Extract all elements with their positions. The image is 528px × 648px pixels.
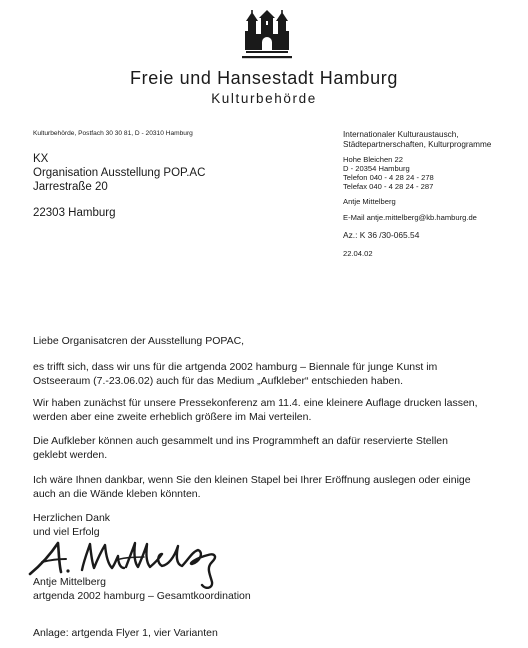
hamburg-crest-icon [242,10,292,62]
paragraph-1-line-2: Ostseeraum (7.-23.06.02) auch für das Medium „Aufkleber“ entschieden haben. [33,375,404,387]
sidebar-phone: Telefon 040 - 4 28 24 - 278 [343,173,434,182]
sidebar-city: D - 20354 Hamburg [343,164,410,173]
paragraph-3-line-1: Die Aufkleber können auch gesammelt und ins Programmheft an dafür reservierte Stellen [33,435,448,447]
salutation: Liebe Organisatcren der Ausstellung POPAC, [33,335,245,347]
recipient-line-2: Organisation Ausstellung POP.AC [33,167,206,179]
department-line-1: Internationaler Kulturaustausch, [343,130,459,139]
signer-name: Antje Mittelberg [33,576,106,588]
paragraph-4-line-1: Ich wäre Ihnen dankbar, wenn Sie den kleinen Stapel bei Ihrer Eröffnung auslegen oder einige [33,474,471,486]
sidebar-date: 22.04.02 [343,249,373,258]
letterhead-subtitle: Kulturbehörde [211,91,317,106]
sidebar-contact: Antje Mittelberg [343,197,396,206]
paragraph-2-line-1: Wir haben zunächst für unsere Pressekonferenz am 11.4. eine kleinere Auflage drucken lassen, [33,397,478,409]
sidebar-fax: Telefax 040 - 4 28 24 - 287 [343,182,434,191]
letterhead-title: Freie und Hansestadt Hamburg [130,68,398,88]
paragraph-1-line-1: es trifft sich, dass wir uns für die artgenda 2002 hamburg – Biennale für junge Kunst im [33,361,438,373]
paragraph-2-line-2: werden aber eine zweite erheblich größere im Mai verteilen. [33,411,312,423]
sidebar-reference: Az.: K 36 /30-065.54 [343,230,420,240]
sender-address-line: Kulturbehörde, Postfach 30 30 81, D - 20310 Hamburg [33,130,193,137]
recipient-line-1: KX [33,153,49,165]
closing-line-1: Herzlichen Dank [33,512,111,524]
paragraph-4-line-2: auch an die Wände kleben könnten. [33,488,201,500]
paragraph-3-line-2: geklebt werden. [33,449,108,461]
recipient-line-4: 22303 Hamburg [33,207,116,219]
closing-line-2: und viel Erfolg [33,526,100,538]
department-line-2: Städtepartnerschaften, Kulturprogramme [343,140,492,149]
enclosure-note: Anlage: artgenda Flyer 1, vier Varianten [33,627,218,639]
sidebar-email: E-Mail antje.mittelberg@kb.hamburg.de [343,213,477,222]
sidebar-street: Hohe Bleichen 22 [343,155,403,164]
signer-role: artgenda 2002 hamburg – Gesamtkoordination [33,590,251,602]
recipient-line-3: Jarrestraße 20 [33,181,108,193]
